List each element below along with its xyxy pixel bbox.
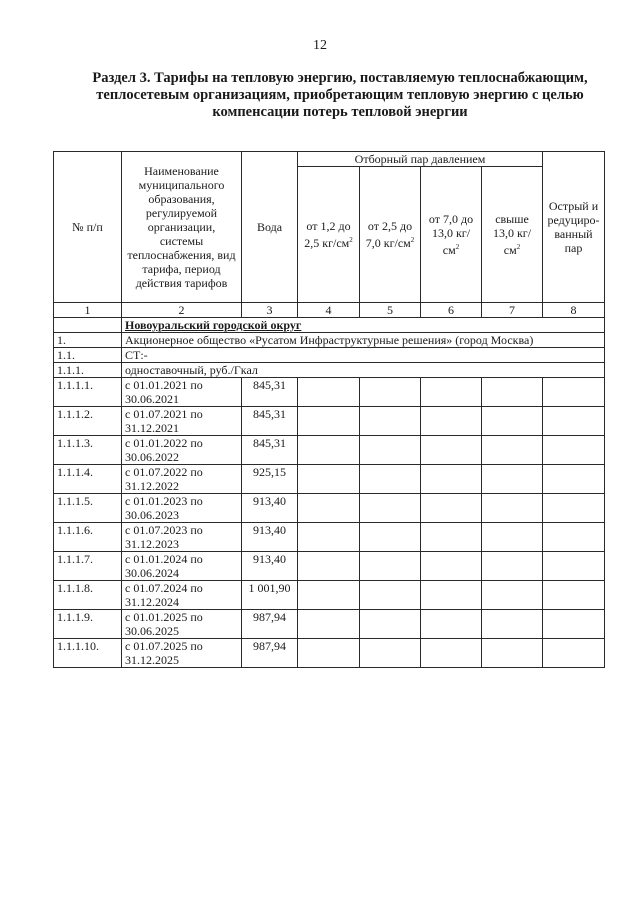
empty-cell [298, 581, 360, 610]
empty-cell [421, 465, 482, 494]
empty-cell [421, 378, 482, 407]
tariff-period-row [54, 465, 605, 494]
period-cell: с 01.07.2021 по 31.12.2021 [122, 407, 242, 436]
header-sharp-steam: Острый и редуциро-ванный пар [543, 152, 605, 303]
water-value: 913,40 [242, 523, 298, 552]
empty-cell [298, 407, 360, 436]
empty-cell [360, 436, 421, 465]
system-name: СТ:- [122, 348, 605, 363]
tariff-period-row [54, 523, 605, 552]
empty-cell [482, 407, 543, 436]
empty-cell [360, 581, 421, 610]
period-cell: с 01.01.2023 по 30.06.2023 [122, 494, 242, 523]
period-cell: с 01.07.2024 по 31.12.2024 [122, 581, 242, 610]
col-number: 6 [421, 303, 482, 318]
period-cell: с 01.07.2023 по 31.12.2023 [122, 523, 242, 552]
empty-cell [360, 552, 421, 581]
empty-cell [482, 378, 543, 407]
water-value: 925,15 [242, 465, 298, 494]
period-cell: с 01.01.2025 по 30.06.2025 [122, 610, 242, 639]
empty-cell [298, 465, 360, 494]
empty-cell [543, 436, 605, 465]
empty-cell [543, 552, 605, 581]
empty-cell [298, 610, 360, 639]
tariff-table [53, 151, 605, 668]
header-water: Вода [242, 152, 298, 303]
water-value: 987,94 [242, 639, 298, 668]
tariff-period-row [54, 639, 605, 668]
empty-cell [298, 378, 360, 407]
empty-cell [421, 639, 482, 668]
empty-cell [421, 610, 482, 639]
row-number: 1.1.1.9. [54, 610, 122, 639]
empty-cell [482, 581, 543, 610]
col-number: 4 [298, 303, 360, 318]
organization-name: Акционерное общество «Русатом Инфраструктурные решения» (город Москва) [122, 333, 605, 348]
empty-cell [543, 407, 605, 436]
period-cell: с 01.07.2025 по 31.12.2025 [122, 639, 242, 668]
empty-cell [360, 465, 421, 494]
empty-cell [543, 610, 605, 639]
col-number: 5 [360, 303, 421, 318]
water-value: 845,31 [242, 378, 298, 407]
empty-cell [360, 523, 421, 552]
municipality-row [54, 318, 605, 333]
empty-cell [421, 552, 482, 581]
empty-cell [298, 639, 360, 668]
col-number: 2 [122, 303, 242, 318]
water-value: 845,31 [242, 407, 298, 436]
row-number: 1.1.1.7. [54, 552, 122, 581]
empty-cell [543, 639, 605, 668]
row-number: 1.1.1.10. [54, 639, 122, 668]
empty-cell [482, 436, 543, 465]
empty-cell [360, 610, 421, 639]
water-value: 1 001,90 [242, 581, 298, 610]
water-value: 987,94 [242, 610, 298, 639]
period-cell: с 01.01.2021 по 30.06.2021 [122, 378, 242, 407]
empty-cell [421, 407, 482, 436]
header-pressure-2: от 2,5 до 7,0 $кг/см^2$ [360, 167, 421, 303]
water-value: 913,40 [242, 552, 298, 581]
tariff-type: одноставочный, руб./Гкал [122, 363, 605, 378]
tariff-period-row [54, 552, 605, 581]
tariff-period-row [54, 610, 605, 639]
empty-cell [421, 436, 482, 465]
empty-cell [298, 494, 360, 523]
header-name: Наименование муниципального образования, регулируемой организации, системы теплоснабжения, вид тарифа, период действия тарифов [122, 152, 242, 303]
empty-cell [482, 523, 543, 552]
empty-cell [543, 494, 605, 523]
header-steam-group: Отборный пар давлением [298, 152, 543, 167]
empty-cell [482, 552, 543, 581]
empty-cell [421, 523, 482, 552]
empty-cell [543, 465, 605, 494]
empty-cell [298, 523, 360, 552]
header-pressure-4: свыше 13,0 $кг/см^2$ [482, 167, 543, 303]
organization-row [54, 333, 605, 348]
empty-cell [482, 494, 543, 523]
period-cell: с 01.01.2022 по 30.06.2022 [122, 436, 242, 465]
header-pressure-3: от 7,0 до 13,0 $кг/см^2$ [421, 167, 482, 303]
empty-cell [360, 378, 421, 407]
row-number: 1.1.1.4. [54, 465, 122, 494]
row-number: 1. [54, 333, 122, 348]
period-cell: с 01.01.2024 по 30.06.2024 [122, 552, 242, 581]
tariff-type-row [54, 363, 605, 378]
empty-cell [360, 494, 421, 523]
empty-cell [421, 494, 482, 523]
row-number: 1.1.1.1. [54, 378, 122, 407]
row-number: 1.1.1.2. [54, 407, 122, 436]
row-number: 1.1.1.5. [54, 494, 122, 523]
empty-cell [421, 581, 482, 610]
water-value: 913,40 [242, 494, 298, 523]
tariff-period-row [54, 407, 605, 436]
tariff-period-row [54, 436, 605, 465]
section-title: Раздел 3. Тарифы на тепловую энергию, поставляемую теплоснабжающим, теплосетевым организациям, приобретающим тепловую энергию с целью компенсации потерь тепловой энергии [92, 70, 588, 120]
tariff-period-row [54, 581, 605, 610]
empty-cell [360, 639, 421, 668]
col-number: 3 [242, 303, 298, 318]
column-number-row [54, 303, 605, 318]
col-number: 8 [543, 303, 605, 318]
empty-cell [298, 552, 360, 581]
row-number: 1.1.1.8. [54, 581, 122, 610]
period-cell: с 01.07.2022 по 31.12.2022 [122, 465, 242, 494]
system-row [54, 348, 605, 363]
header-num: № п/п [54, 152, 122, 303]
col-number: 1 [54, 303, 122, 318]
empty-cell [482, 639, 543, 668]
municipality-name: Новоуральский городской округ [122, 318, 605, 333]
empty-cell [360, 407, 421, 436]
empty-cell [543, 523, 605, 552]
empty-cell [543, 378, 605, 407]
row-number: 1.1.1. [54, 363, 122, 378]
tariff-period-row [54, 494, 605, 523]
water-value: 845,31 [242, 436, 298, 465]
empty-cell [543, 581, 605, 610]
empty-cell [482, 465, 543, 494]
col-number: 7 [482, 303, 543, 318]
empty-cell [482, 610, 543, 639]
page-number: 12 [313, 38, 327, 53]
row-number: 1.1. [54, 348, 122, 363]
row-number: 1.1.1.6. [54, 523, 122, 552]
header-pressure-1: от 1,2 до 2,5 $кг/см^2$ [298, 167, 360, 303]
row-number: 1.1.1.3. [54, 436, 122, 465]
tariff-period-row [54, 378, 605, 407]
empty-cell [298, 436, 360, 465]
